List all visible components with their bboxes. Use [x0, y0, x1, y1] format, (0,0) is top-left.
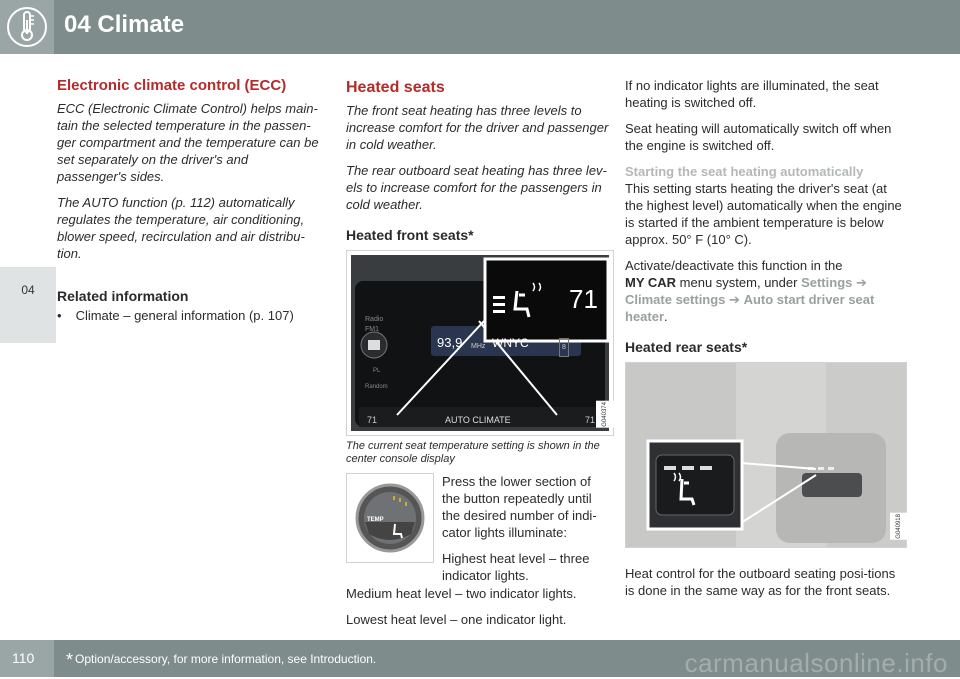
zoomed-temperature: 71	[569, 284, 598, 314]
press-instruction: Press the lower section of the button repeatedly until the desired number of indi-cator lights illuminate:	[442, 474, 597, 540]
console-caption: The current seat temperature setting is shown in the center console display	[346, 440, 600, 465]
related-info-link[interactable]: Climate – general information (p. 107)	[75, 308, 294, 323]
sentence-period: .	[664, 309, 668, 324]
figure-id: G040918	[890, 513, 909, 540]
column-3	[625, 77, 907, 608]
side-tab-label: 04	[21, 283, 35, 297]
auto-start-text: This setting starts heating the driver's seat (at the highest level) automatically when the engine is started if the ambient temperature is below approx. 50° F (10° C).	[625, 181, 902, 247]
temp-button-svg	[347, 474, 433, 562]
display-auto-climate: AUTO CLIMATE	[445, 415, 511, 425]
column-1	[57, 77, 320, 324]
watermark: carmanualsonline.info	[684, 648, 948, 678]
related-info-item[interactable]	[57, 307, 320, 324]
arrow-icon: ➔	[729, 292, 740, 307]
menu-text: menu system, under	[679, 275, 798, 290]
front-seats-heading: Heated front seats*	[346, 227, 474, 243]
temp-instructions	[442, 473, 608, 593]
highest-level-text: Highest heat level – three indicator lights.	[442, 551, 590, 583]
rear-seat-svg	[626, 363, 906, 547]
display-station: WNYC	[492, 336, 529, 350]
chapter-title: 04 Climate	[64, 11, 185, 38]
auto-off-text: Seat heating will automatically switch off when the engine is switched off.	[625, 121, 892, 153]
medium-level-text: Medium heat level – two indicator lights.	[346, 586, 577, 601]
heated-seats-heading: Heated seats	[346, 79, 445, 96]
auto-start-subheading: Starting the seat heating automatically	[625, 164, 864, 179]
activate-intro: Activate/deactivate this function in the	[625, 258, 843, 273]
lowest-level-text: Lowest heat level – one indicator light.	[346, 612, 567, 627]
display-frequency-unit: MHz	[471, 343, 486, 350]
display-frequency: 93,9	[437, 335, 463, 350]
page-number: 110	[12, 650, 35, 666]
ecc-paragraph-1: ECC (Electronic Climate Control) helps main-tain the selected temperature in the passen-ger compartment and the temperature can be set separately on the driver's and passenger's sides.	[57, 101, 319, 184]
no-indicator-text: If no indicator lights are illuminated, the seat heating is switched off.	[625, 78, 879, 110]
chapter-icon-box	[0, 0, 54, 54]
column-2	[346, 77, 614, 637]
display-right-temp: 71	[585, 415, 596, 425]
display-band-label: FM1	[365, 326, 379, 333]
heated-seats-paragraph-2: The rear outboard seat heating has three lev-els to increase comfort for the passengers in cold weather.	[346, 163, 607, 212]
auto-start-heater-path[interactable]: Auto start driver seat heater	[625, 292, 875, 324]
center-console-figure	[346, 250, 614, 436]
activate-instructions	[625, 257, 907, 325]
arrow-icon: ➔	[856, 275, 867, 290]
figure-id: G040374	[596, 401, 615, 428]
rear-seat-figure	[625, 362, 907, 548]
bullet-mark: •	[57, 308, 62, 323]
rear-control-text: Heat control for the outboard seating posi-tions is done in the same way as for the front seats.	[625, 566, 896, 598]
temp-button-section	[346, 473, 614, 585]
temp-button-figure	[346, 473, 434, 563]
display-radio-label: Radio	[365, 316, 384, 323]
display-pl-label: PL	[373, 368, 381, 374]
climate-settings-path[interactable]: Climate settings	[625, 292, 726, 307]
temp-button-label: TEMP	[367, 517, 384, 523]
chapter-side-tab[interactable]	[0, 267, 56, 343]
display-left-temp: 71	[367, 415, 378, 425]
heated-seats-paragraph-1: The front seat heating has three levels to increase comfort for the driver and passenger in cold weather.	[346, 103, 609, 152]
thermometer-icon	[0, 0, 54, 54]
display-random-label: Random	[365, 384, 388, 390]
related-info-heading: Related information	[57, 288, 189, 304]
footer-note	[66, 650, 376, 671]
ecc-heading: Electronic climate control (ECC)	[57, 77, 287, 94]
my-car-menu: MY CAR	[625, 275, 677, 290]
settings-path[interactable]: Settings	[801, 275, 853, 290]
display-preset: 8	[559, 338, 569, 357]
footnote-star: *	[66, 650, 74, 670]
ecc-paragraph-2: The AUTO function (p. 112) automatically regulates the temperature, air conditioning, blower speed, recirculation and air distribu-tion.	[57, 195, 305, 261]
rear-seats-heading: Heated rear seats*	[625, 339, 748, 355]
footnote-text: Option/accessory, for more information, see Introduction.	[75, 652, 377, 666]
